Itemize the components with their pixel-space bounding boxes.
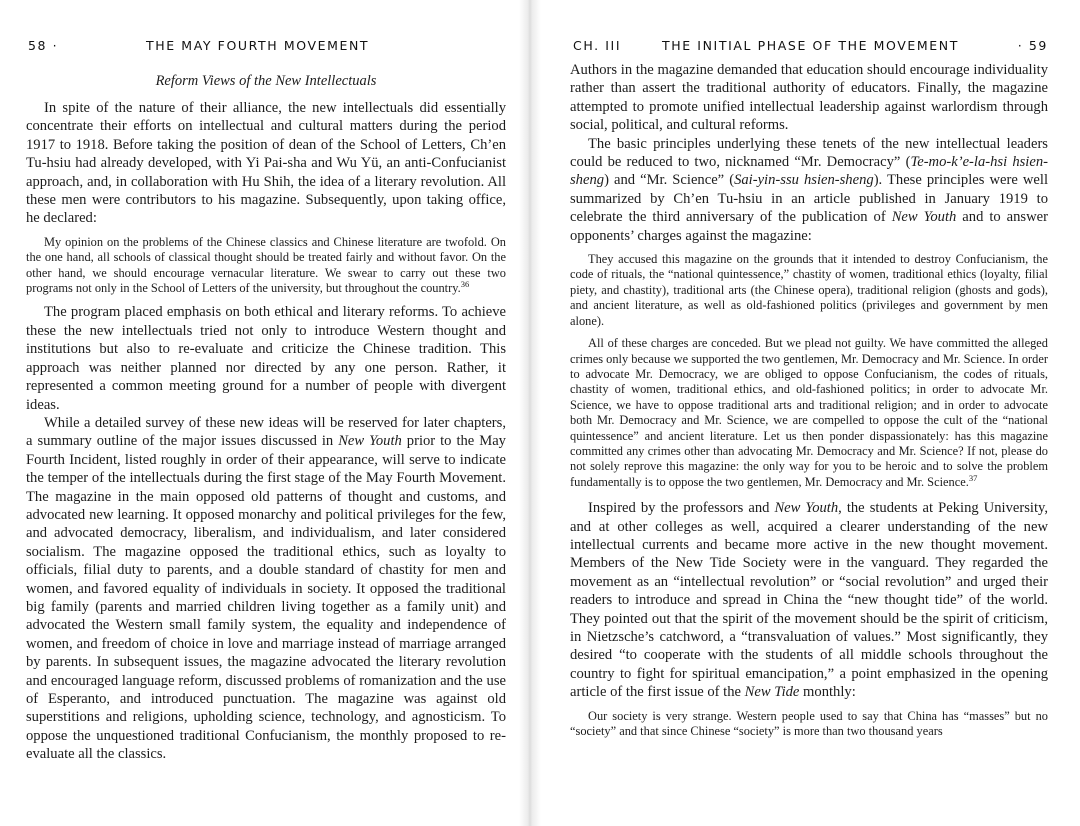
paragraph: In spite of the nature of their alliance, the new intellectuals did essentially concentrate their efforts on intellectual and cultural matters during the period 1917 to 1918. Before taking the position of dean of the School of Letters, Ch’en Tu-hsiu had already developed, with Yi Pai-sha and Wu Yü, an anti-Confucianist approach, and, in collaboration with Hu Shih, the idea of a literary revolution. All these men were contributors to his magazine. Subsequently, upon taking office, he declared: <box>26 100 506 227</box>
paragraph-text: prior to the May Fourth Incident, listed roughly in order of their appearance, will serve to indicate the temper of the intellectuals during the first stage of the May Fourth Movement. The magazine in the main opposed old patterns of thought and customs, and advocated new learning. It opposed monarchy and political privileges for the few, and advocated democracy, liberalism, and individualism, and later considered socialism. The magazine opposed the traditional ethics, such as loyalty to officials, filial duty to parents, and a double standard of chastity for men and women, and favored equality of individuals in society. It opposed the traditional big family (parents and married children living together as a family unit) and advocated the Western small family system, the equality and independence of women, and freedom of choice in love and marriage instead of marriage arranged by parents. In subsequent issues, the magazine advocated the literary revolution and encouraged language reform, discussed problems of romanization and the use of Esperanto, and introduced punctuation. The magazine was against old superstitions and religions, upholding science, technology, and agnosticism. To oppose the unquestioned traditional Confucianism, the monthly proposed to re-evaluate all the classics. <box>26 433 506 763</box>
paragraph <box>570 135 1048 245</box>
left-page <box>26 0 506 826</box>
quote-text: All of these charges are conceded. But we plead not guilty. We have committed the alleged crimes only because we supported the two gentlemen, Mr. Democracy and Mr. Science. In order to advocate Mr. Democracy, we are obliged to oppose Confucianism, the codes of rituals, chastity of women, traditional ethics, and old-fashioned politics; in order to advocate Mr. Science, we have to oppose traditional arts and traditional religion; and in order to advocate both Mr. Democracy and Mr. Science, we are compelled to oppose the cult of the “national quintessence” and ancient literature. Let us then ponder dispassionately: has this magazine committed any crimes other than advocating Mr. Democracy and Mr. Science? If not, please do not solely reprove this magazine: the only way for you to be heroic and to solve the problem fundamentally is to oppose the two gentlemen, Mr. Democracy and Mr. Science. <box>570 336 1048 489</box>
paragraph-text: ). These principles were well summarized by Ch’en Tu-hsiu in an article published in January 1919 to celebrate the third anniversary of the publication of <box>570 172 1048 226</box>
paragraph-text: While a detailed survey of these new ideas will be reserved for later chapters, a summary outline of the major issues discussed in <box>26 414 506 450</box>
block-quote <box>26 235 506 297</box>
italic-title: New Tide <box>744 684 800 701</box>
page-number: 58 · <box>28 38 59 53</box>
paragraph <box>26 414 506 764</box>
quote-text: My opinion on the problems of the Chinese classics and Chinese literature are twofold. On the one hand, all schools of classical thought should be treated fairly and without favor. On the other hand, we should encourage vernacular literature. We swear to carry out these two programs not only in the School of Letters of the university, but throughout the country. <box>26 234 506 296</box>
paragraph: Authors in the magazine demanded that education should encourage individuality rather than assert the traditional authority of educators. Finally, the magazine attempted to promote unified intellectual leadership against warlordism through social, political, and cultural reforms. <box>570 62 1048 134</box>
paragraph-text: Inspired by the professors and <box>588 500 775 517</box>
chapter-label: CH. III <box>573 38 622 53</box>
italic-title: New Youth <box>774 500 839 517</box>
paragraph <box>570 499 1048 701</box>
paragraph: The program placed emphasis on both ethical and literary reforms. To achieve these the new intellectuals tried not only to introduce Western thought and institutions but also to re-evaluate and criticize the Chinese tradition. This approach was neither planned nor directed by any one person. Rather, it represented a common meeting ground for a number of people with divergent ideas. <box>26 304 506 413</box>
italic-term: Te-mo-k’e-la-hsi hsien-sheng <box>570 154 1049 189</box>
running-title: THE INITIAL PHASE OF THE MOVEMENT <box>662 38 959 53</box>
block-quote <box>570 336 1048 490</box>
section-title: Reform Views of the New Intellectuals <box>155 73 377 89</box>
footnote-ref: 36 <box>460 278 470 289</box>
page-number: · 59 <box>1017 38 1048 53</box>
paragraph-text: The basic principles underlying these tenets of the new intellectual leaders could be reduced to two, nicknamed “Mr. Democracy” ( <box>570 135 1048 171</box>
right-page <box>570 0 1048 826</box>
book-gutter <box>519 0 541 826</box>
paragraph-text: and to answer opponents’ charges against the magazine: <box>570 209 1048 244</box>
block-quote: Our society is very strange. Western people used to say that China has “masses” but no “society” and that since Chinese “society” is more than two thousand years <box>570 708 1048 739</box>
left-page-header <box>26 38 506 58</box>
italic-term: Sai-yin-ssu hsien-sheng <box>734 172 874 189</box>
paragraph-text: ) and “Mr. Science” ( <box>604 172 735 189</box>
paragraph-text: , the students at Peking University, and at other colleges as well, acquired a clearer understanding of the new intellectual currents and became more active in the new thought movement. Members of the New Tide Society were in the vanguard. They regarded the movement as an “intellectual revolution” or “social revolution” and urged their readers to introduce and spread in China the “new thought tide” of the world. They pointed out that the spirit of the movement should be the spirit of criticism, in Nietzsche’s catchword, a “transvaluation of values.” Most significantly, they desired “to cooperate with the students of all middle schools throughout the country to fight for spiritual emancipation,” a point emphasized in the opening article of the first issue of the <box>570 500 1048 701</box>
block-quote: They accused this magazine on the grounds that it intended to destroy Confucianism, the code of rituals, the “national quintessence,” chastity of women, traditional ethics (loyalty, filial piety, and chastity), traditional arts (the Chinese opera), traditional religion (ghosts and gods), and ancient literature, as well as old-fashioned politics (privileges and government by men alone). <box>570 252 1048 328</box>
italic-title: New Youth <box>891 209 957 226</box>
footnote-ref: 37 <box>968 472 978 483</box>
left-page-body <box>26 72 506 764</box>
paragraph-text: monthly: <box>799 684 856 701</box>
right-page-header <box>570 38 1048 58</box>
running-title: THE MAY FOURTH MOVEMENT <box>146 38 370 53</box>
right-page-body <box>570 61 1048 746</box>
italic-title: New Youth <box>338 433 402 450</box>
